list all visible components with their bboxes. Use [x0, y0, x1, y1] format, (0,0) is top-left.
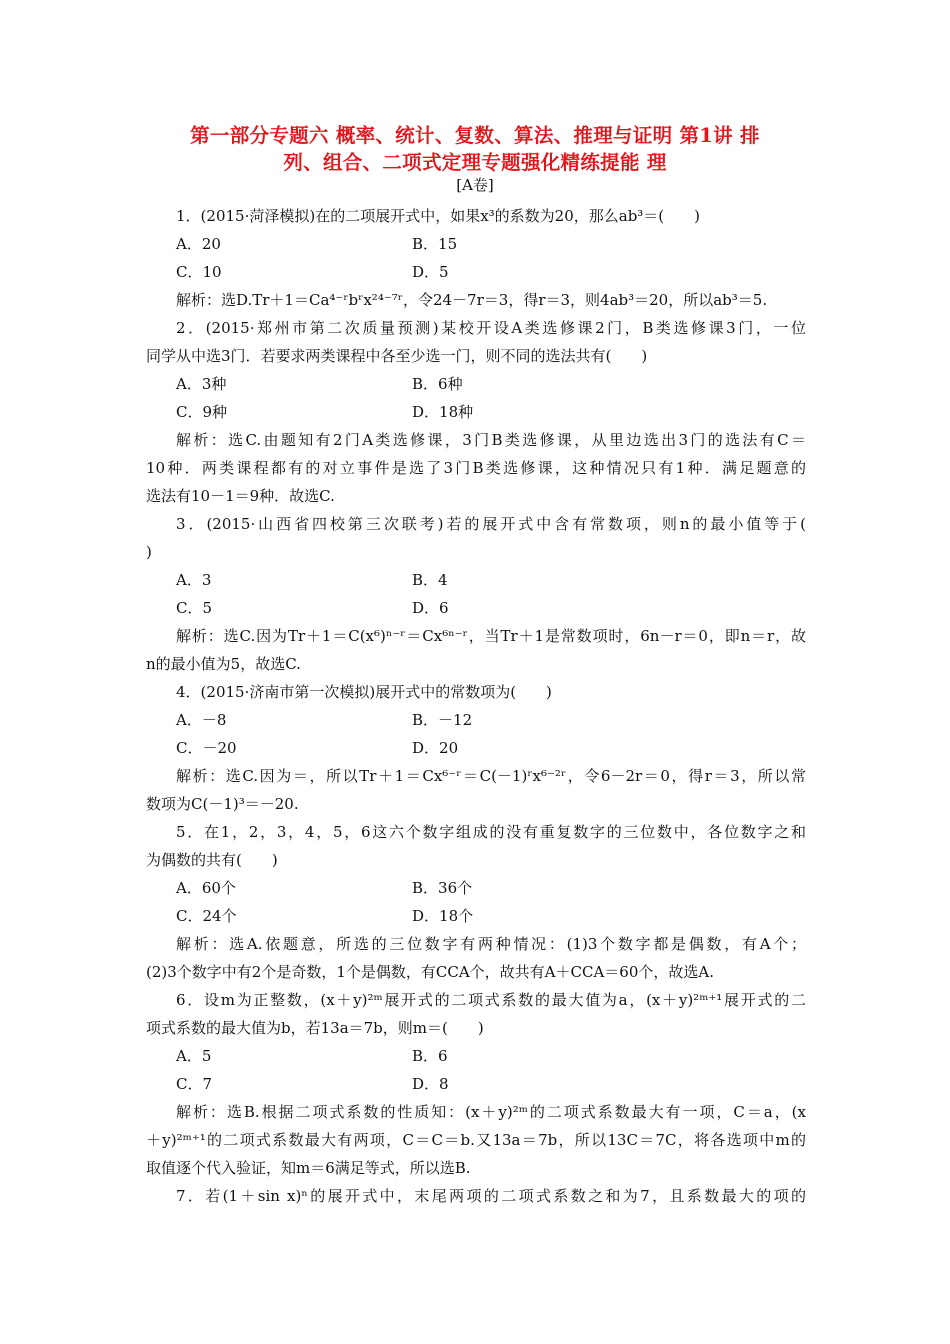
q2-option-b: B．6种 — [412, 375, 463, 393]
question-6-stem-line-1: 6．设m为正整数，(x＋y)²ᵐ展开式的二项式系数的最大值为a，(x＋y)²ᵐ⁺¹展开式的二 — [176, 991, 806, 1009]
q6-option-a: A．5 — [176, 1047, 212, 1065]
q4-option-d: D．20 — [412, 739, 459, 757]
q3-option-b: B．4 — [412, 571, 448, 589]
q2-solution-line-3: 选法有10－1＝9种．故选C. — [146, 487, 335, 505]
section-label: [A卷] — [456, 176, 494, 194]
document-title — [135, 122, 815, 176]
q2-solution-line-1: 解析：选C.由题知有2门A类选修课，3门B类选修课，从里边选出3门的选法有C＝ — [176, 431, 806, 449]
q6-option-c: C．7 — [176, 1075, 213, 1093]
q2-option-d: D．18种 — [412, 403, 474, 421]
q1-option-a: A．20 — [176, 235, 221, 253]
q5-option-b: B．36个 — [412, 879, 473, 897]
title-line-1: 第一部分专题六 概率、统计、复数、算法、推理与证明 第1讲 排 — [190, 124, 760, 147]
q6-solution-line-1: 解析：选B.根据二项式系数的性质知：(x＋y)²ᵐ的二项式系数最大有一项，C＝a，(x — [176, 1103, 806, 1121]
q5-solution-line-2: (2)3个数字中有2个是奇数，1个是偶数，有CCA个，故共有A＋CCA＝60个，故选A. — [146, 963, 714, 981]
question-5-stem-line-1: 5．在1，2，3，4，5，6这六个数字组成的没有重复数字的三位数中，各位数字之和 — [176, 823, 806, 841]
q6-options-row-1 — [146, 1046, 806, 1066]
q4-option-c: C．－20 — [176, 739, 237, 757]
question-2-stem-line-2: 同学从中选3门．若要求两类课程中各至少选一门，则不同的选法共有( ) — [146, 347, 648, 365]
q2-option-c: C．9种 — [176, 403, 228, 421]
q2-options-row-1 — [146, 374, 806, 394]
q5-option-c: C．24个 — [176, 907, 237, 925]
q3-solution-line-1: 解析：选C.因为Tr＋1＝C(x⁶)ⁿ⁻ʳ＝Cx⁶ⁿ⁻ʳ，当Tr＋1是常数项时，6n－r＝0，即n＝r，故 — [176, 627, 806, 645]
q2-option-a: A．3种 — [176, 375, 227, 393]
q4-solution-line-1: 解析：选C.因为＝，所以Tr＋1＝Cx⁶⁻ʳ＝C(－1)ʳx⁶⁻²ʳ，令6－2r＝0，得r＝3，所以常 — [176, 767, 806, 785]
q5-option-d: D．18个 — [412, 907, 474, 925]
q6-options-row-2 — [146, 1074, 806, 1094]
q1-option-d: D．5 — [412, 263, 449, 281]
q1-solution: 解析：选D.Tr＋1＝Ca⁴⁻ʳbʳx²⁴⁻⁷ʳ，令24－7r＝3，得r＝3，则4ab³＝20，所以ab³＝5. — [176, 291, 768, 309]
q3-option-a: A．3 — [176, 571, 212, 589]
q6-option-b: B．6 — [412, 1047, 448, 1065]
q4-options-row-1 — [146, 710, 806, 730]
question-3-stem-line-2: ) — [146, 543, 152, 561]
q3-options-row-2 — [146, 598, 806, 618]
q3-options-row-1 — [146, 570, 806, 590]
q6-solution-line-2: ＋y)²ᵐ⁺¹的二项式系数最大有两项，C＝C＝b.又13a＝7b，所以13C＝7C，将各选项中m的 — [146, 1131, 806, 1149]
question-3-stem-line-1: 3．(2015·山西省四校第三次联考)若的展开式中含有常数项，则n的最小值等于( — [176, 515, 806, 533]
q5-solution-line-1: 解析：选A.依题意，所选的三位数字有两种情况：(1)3个数字都是偶数，有A个； — [176, 935, 806, 953]
q1-option-b: B．15 — [412, 235, 458, 253]
question-4-stem: 4．(2015·济南市第一次模拟)展开式中的常数项为( ) — [176, 683, 552, 701]
q2-options-row-2 — [146, 402, 806, 422]
question-2-stem-line-1: 2．(2015·郑州市第二次质量预测)某校开设A类选修课2门，B类选修课3门，一位 — [176, 319, 806, 337]
q1-options-row-1 — [146, 234, 806, 254]
q2-solution-line-2: 10种．两类课程都有的对立事件是选了3门B类选修课，这种情况只有1种．满足题意的 — [146, 459, 806, 477]
question-1-stem: 1．(2015·菏泽模拟)在的二项展开式中，如果x³的系数为20，那么ab³＝( ) — [176, 207, 701, 225]
q3-option-d: D．6 — [412, 599, 449, 617]
q5-options-row-1 — [146, 878, 806, 898]
q4-solution-line-2: 数项为C(－1)³＝－20. — [146, 795, 299, 813]
q4-option-b: B．－12 — [412, 711, 473, 729]
q4-options-row-2 — [146, 738, 806, 758]
question-6-stem-line-2: 项式系数的最大值为b，若13a＝7b，则m＝( ) — [146, 1019, 484, 1037]
q3-solution-line-2: n的最小值为5，故选C. — [146, 655, 301, 673]
q3-option-c: C．5 — [176, 599, 213, 617]
q5-options-row-2 — [146, 906, 806, 926]
title-line-2: 列、组合、二项式定理专题强化精练提能 理 — [283, 151, 667, 174]
q1-option-c: C．10 — [176, 263, 222, 281]
q1-options-row-2 — [146, 262, 806, 282]
q5-option-a: A．60个 — [176, 879, 236, 897]
question-5-stem-line-2: 为偶数的共有( ) — [146, 851, 278, 869]
q6-option-d: D．8 — [412, 1075, 449, 1093]
q6-solution-line-3: 取值逐个代入验证，知m＝6满足等式，所以选B. — [146, 1159, 471, 1177]
q4-option-a: A．－8 — [176, 711, 227, 729]
question-7-stem-line-1: 7．若(1＋sin x)ⁿ的展开式中，末尾两项的二项式系数之和为7，且系数最大的项的 — [176, 1187, 806, 1205]
